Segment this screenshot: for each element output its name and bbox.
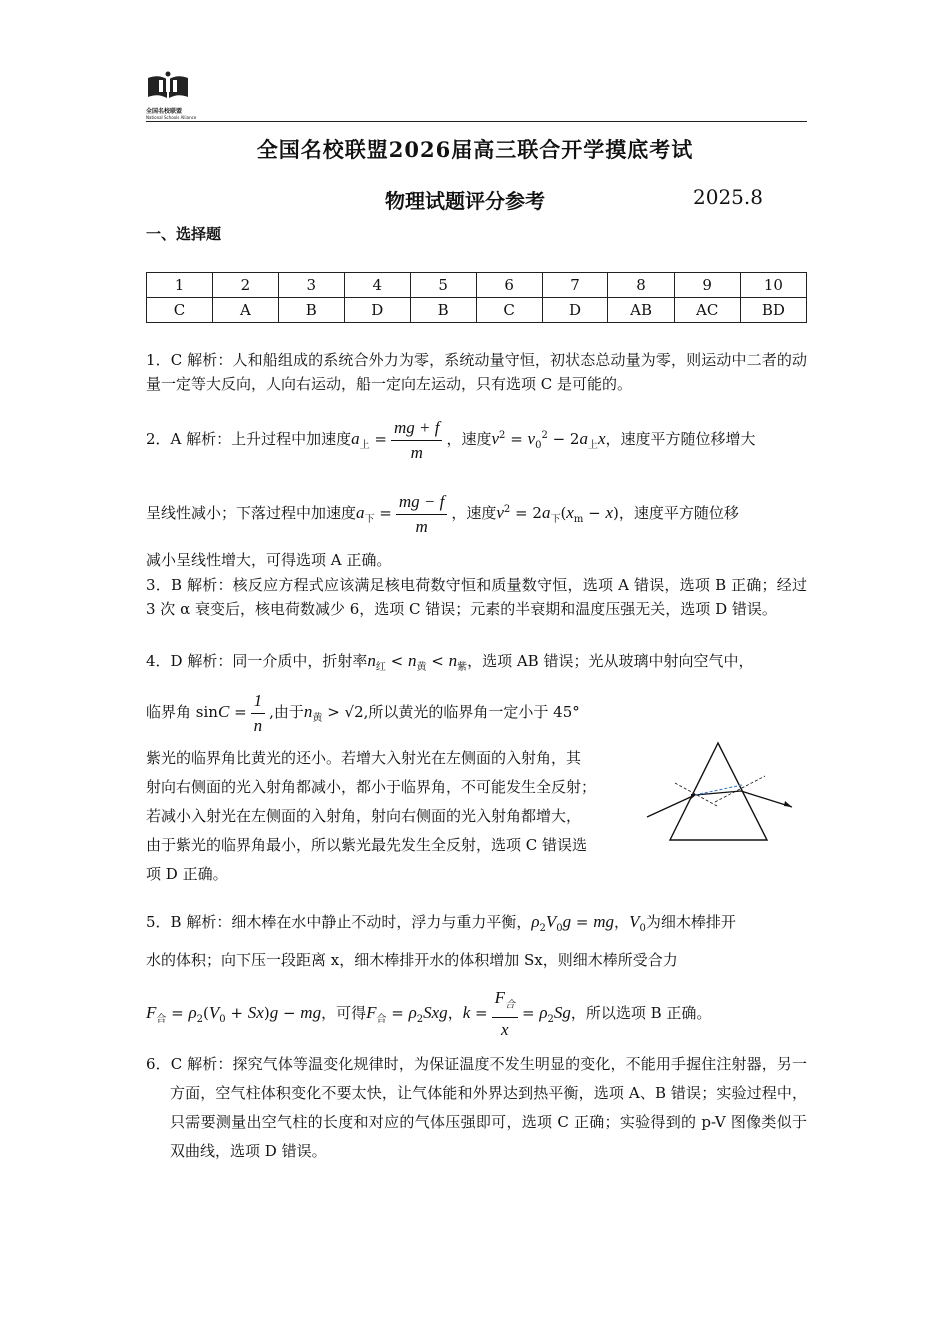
- book-logo-icon: [146, 70, 190, 100]
- header-divider: [146, 121, 807, 122]
- table-cell: 8: [608, 273, 674, 298]
- table-cell: A: [212, 298, 278, 323]
- q4-body-line: 由于紫光的临界角最小，所以紫光最先发生全反射，选项 C 错误选: [146, 836, 588, 854]
- prism-diagram: [645, 740, 795, 845]
- table-cell: AC: [674, 298, 740, 323]
- prism-triangle: [670, 743, 767, 840]
- table-cell: 7: [542, 273, 608, 298]
- table-cell: 1: [147, 273, 213, 298]
- table-cell: 9: [674, 273, 740, 298]
- q5-text-c: 为细木棒排开: [645, 913, 736, 931]
- q3-explanation: 3．B 解析：核反应方程式应该满足核电荷数守恒和质量数守恒，选项 A 错误，选项 B 正确；经过 3 次 α 衰变后，核电荷数减少 6，选项 C 错误；元素的半衰期和温度压强无关，选项 D 错误。: [146, 576, 807, 618]
- q6-explanation: 6．C 解析：探究气体等温变化规律时，为保证温度不发生明显的变化，不能用手握住注射器，另一方面，空气柱体积变化不要太快，让气体能和外界达到热平衡，选项 A、B 错误；实验过程中，只需要测量出空气柱的长度和对应的气体压强即可，选项 C 正确；实验得到的 p-V 图像类似于双曲线，选项 D 错误。: [146, 1055, 807, 1160]
- q4-text-e: ,所以黄光的临界角一定小于 45°: [363, 703, 580, 721]
- page-subtitle: 物理试题评分参考: [385, 189, 545, 213]
- formula-fraction: $\frac{F_合}{x}$: [492, 986, 518, 1042]
- logo-text-cn: 全国名校联盟: [146, 108, 183, 115]
- logo-text-en: National Schools Alliance: [146, 115, 197, 120]
- table-cell: C: [476, 298, 542, 323]
- q2-text-f: ，速度平方随位移: [618, 504, 739, 522]
- answer-table: [146, 272, 807, 323]
- table-cell: 4: [344, 273, 410, 298]
- q5-text-f: ，: [447, 1004, 463, 1023]
- q4-line2: 临界角 sinC = $\frac{1}{n}$ ,由于$n_黄 > √2$,所以黄光的临界角一定小于 45°: [146, 688, 807, 743]
- q2-text-e: ，速度: [451, 504, 497, 522]
- table-cell: B: [278, 298, 344, 323]
- table-cell: B: [410, 298, 476, 323]
- q4-body-line: 若减小入射光在左侧面的入射角，射向右侧面的光入射角都增大，: [146, 807, 582, 825]
- q4-body-line: 项 D 正确。: [146, 865, 228, 883]
- normal-right: [715, 776, 765, 802]
- table-cell: D: [344, 298, 410, 323]
- arrow-icon: [784, 801, 792, 807]
- q4-body-line: 射向右侧面的光入射角都减小，都小于临界角，不可能发生全反射；: [146, 778, 597, 796]
- q4-text-c: 临界角: [146, 703, 192, 721]
- table-cell: 2: [212, 273, 278, 298]
- q4-line1: 4．D 解析：同一介质中，折射率$n_红 < n_黄 < n_紫$，选项 AB 错误；光从玻璃中射向空气中，: [146, 651, 754, 673]
- logo: [146, 70, 197, 120]
- q5-text-g: ，所以选项 B 正确。: [570, 1004, 712, 1023]
- q5-text-a: 5．B 解析：细木棒在水中静止不动时，浮力与重力平衡，: [146, 913, 532, 931]
- page-title: 全国名校联盟2026届高三联合开学摸底考试: [256, 137, 694, 162]
- q5-line1: 5．B 解析：细木棒在水中静止不动时，浮力与重力平衡，$\rho_2V_0g$ = mg，$V_0$为细木棒排开: [146, 912, 736, 934]
- q2-line1: 2．A 解析：上升过程中加速度$a_上$ = $\frac{mg + f}{m}$ ，速度$v^2 = v_0^2 - 2a_上x$，速度平方随位移增大: [146, 412, 807, 470]
- q4-text-b: ，选项 AB 错误；光从玻璃中射向空气中，: [467, 652, 754, 670]
- q2-line2: 呈线性减小；下落过程中加速度$a_下$ = $\frac{mg - f}{m}$ ，速度$v^2 = 2a_下(x_m - x)$，速度平方随位移: [146, 486, 807, 544]
- q5-text-e: ，可得: [321, 1004, 367, 1023]
- answer-table-keys: [147, 298, 807, 323]
- q5-text-b: ，: [614, 913, 630, 931]
- formula-fraction: $\frac{mg + f}{m}$: [391, 416, 442, 465]
- q2-text-a: 2．A 解析：上升过程中加速度: [146, 430, 352, 448]
- q4-body-line: 紫光的临界角比黄光的还小。若增大入射光在左侧面的入射角，其: [146, 749, 582, 767]
- section-heading: 一、选择题: [146, 225, 222, 243]
- q5-line3: $F_合 = \rho_2(V_0 + Sx)g$ − mg，可得$F_合 = \rho_2Sxg$，k = $\frac{F_合}{x}$ = $\rho_2Sg$，所以选项 B 正确。: [146, 986, 807, 1044]
- q5-line2: 水的体积；向下压一段距离 x，细木棒排开水的体积增加 Sx，则细木棒所受合力: [146, 951, 678, 969]
- table-cell: 3: [278, 273, 344, 298]
- q4-body: [146, 744, 636, 889]
- q2-text-b: ，速度: [446, 430, 492, 448]
- q2-text-d: 呈线性减小；下落过程中加速度: [146, 504, 357, 522]
- answer-table-numbers: [147, 273, 807, 298]
- table-cell: 6: [476, 273, 542, 298]
- q4-text-a: 4．D 解析：同一介质中，折射率: [146, 652, 368, 670]
- incident-ray: [647, 795, 695, 817]
- q1-explanation: 1．C 解析：人和船组成的系统合外力为零，系统动量守恒，初状态总动量为零，则运动中二者的动量一定等大反向，人向右运动，船一定向左运动，只有选项 C 是可能的。: [146, 351, 807, 393]
- q4-text-d: ,由于: [269, 703, 304, 721]
- formula-fraction: $\frac{mg - f}{m}$: [396, 490, 447, 539]
- table-cell: AB: [608, 298, 674, 323]
- q2-line3: 减小呈线性增大，可得选项 A 正确。: [146, 551, 392, 569]
- q2-text-c: ，速度平方随位移增大: [605, 430, 756, 448]
- table-cell: 5: [410, 273, 476, 298]
- table-cell: C: [147, 298, 213, 323]
- formula-fraction: $\frac{1}{n}$: [251, 689, 266, 738]
- table-cell: BD: [740, 298, 806, 323]
- table-cell: 10: [740, 273, 806, 298]
- exam-date: 2025.8: [693, 185, 763, 209]
- table-cell: D: [542, 298, 608, 323]
